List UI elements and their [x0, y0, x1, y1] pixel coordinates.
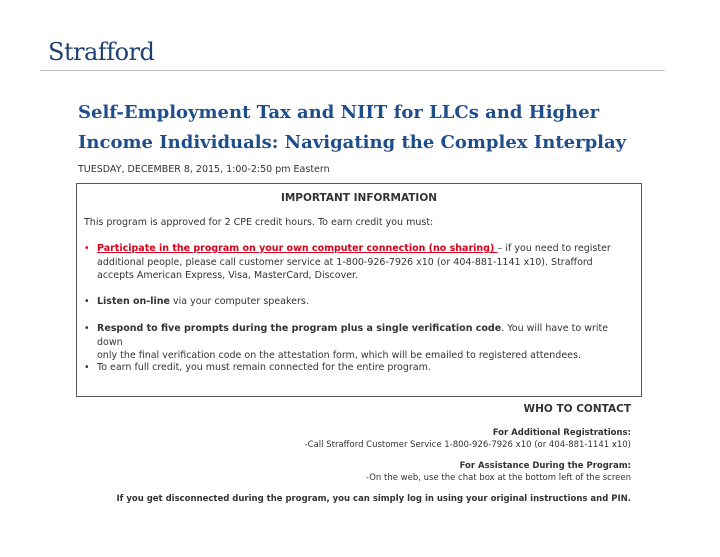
additional-registrations-text: -Call Strafford Customer Service 1-800-926-7926 x10 (or 404-881-1141 x10)	[304, 440, 631, 450]
payment-methods-text: accepts American Express, Visa, MasterCard, Discover.	[97, 270, 359, 281]
listen-online-label: Listen on-line	[97, 296, 170, 307]
who-to-contact-heading: WHO TO CONTACT	[523, 403, 631, 415]
additional-registrations-label: For Additional Registrations:	[492, 428, 631, 438]
bullet-marker: •	[84, 296, 90, 307]
remain-connected-text: To earn full credit, you must remain connected for the entire program.	[97, 362, 431, 373]
register-text: – if you need to register	[497, 243, 611, 254]
program-assistance-text: -On the web, use the chat box at the bottom left of the screen	[365, 473, 631, 483]
respond-prompts-text: . You will have to write down	[97, 323, 609, 348]
bullet-listen-online	[84, 295, 634, 309]
important-information-box	[76, 183, 642, 397]
own-connection-link[interactable]: Participate in the program on your own computer connection (no sharing)	[97, 243, 498, 254]
bullet-remain-connected	[84, 361, 634, 375]
important-heading: IMPORTANT INFORMATION	[280, 192, 438, 204]
bullet-marker: •	[84, 243, 90, 254]
bullet-marker: •	[84, 362, 90, 373]
header-divider	[40, 70, 665, 71]
strafford-logo: Strafford	[48, 38, 155, 66]
disconnected-note: If you get disconnected during the program, you can simply log in using your original instructions and PIN.	[116, 494, 631, 504]
bullet-respond-prompts	[84, 322, 634, 363]
verification-code-text: only the final verification code on the attestation form, which will be emailed to registered attendees.	[97, 350, 581, 361]
bullet-marker: •	[84, 323, 90, 334]
title-line-2: Income Individuals: Navigating the Complex Interplay	[78, 132, 627, 153]
bullet-own-connection	[84, 242, 634, 283]
title-line-1: Self-Employment Tax and NIIT for LLCs and Higher	[78, 102, 600, 123]
customer-service-text: additional people, please call customer service at 1-800-926-7926 x10 (or 404-881-1141 x10). Strafford	[97, 256, 593, 268]
event-date: TUESDAY, DECEMBER 8, 2015, 1:00-2:50 pm Eastern	[78, 164, 330, 175]
credit-intro: This program is approved for 2 CPE credit hours. To earn credit you must:	[84, 217, 434, 228]
listen-online-text: via your computer speakers.	[169, 296, 309, 307]
respond-prompts-label: Respond to five prompts during the program plus a single verification code	[97, 323, 502, 334]
program-assistance-label: For Assistance During the Program:	[459, 461, 631, 471]
page-title	[78, 98, 678, 158]
